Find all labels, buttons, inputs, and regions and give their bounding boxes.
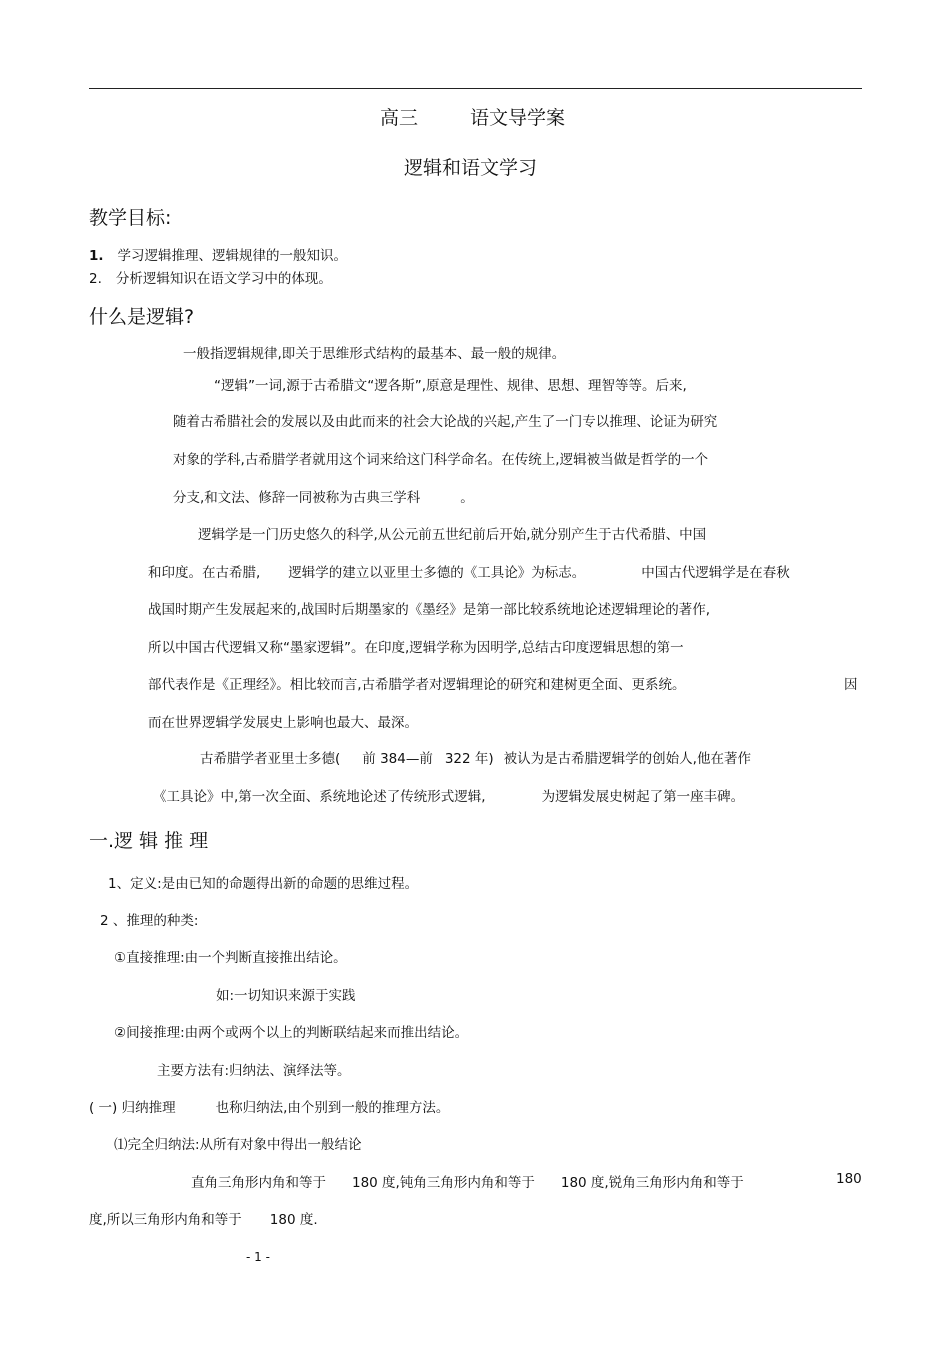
goal-item-1: 1. 学习逻辑推理、逻辑规律的一般知识。: [89, 248, 348, 264]
induction-heading: ( 一) 归纳推理 也称归纳法,由个别到一般的推理方法。: [89, 1100, 450, 1116]
section1-heading: 一.逻 辑 推 理: [89, 830, 209, 852]
doc-subtitle: 逻辑和语文学习: [404, 157, 538, 179]
direct-inference: ①直接推理:由一个判断直接推出结论。: [114, 950, 347, 966]
main-methods: 主要方法有:归纳法、演绎法等。: [157, 1063, 351, 1079]
direct-inference-example: 如:一切知识来源于实践: [216, 988, 356, 1004]
what-p2-line6: 而在世界逻辑学发展史上影响也最大、最深。: [148, 715, 418, 731]
what-p1-line2: 随着古希腊社会的发展以及由此而来的社会大论战的兴起,产生了一门专以推理、论证为研究: [173, 414, 718, 430]
section1-definition: 1、定义:是由已知的命题得出新的命题的思维过程。: [108, 876, 419, 892]
what-p2-line5-end: 因: [844, 677, 858, 693]
doc-title: [380, 103, 565, 130]
what-p3-line1: 古希腊学者亚里士多德( 前 384—前 322 年) 被认为是古希腊逻辑学的创始人,他在著作: [200, 751, 751, 767]
example-line1: 直角三角形内角和等于 180 度,钝角三角形内角和等于 180 度,锐角三角形内角和等于: [191, 1175, 744, 1191]
page-number: - 1 -: [246, 1250, 270, 1264]
what-p0: 一般指逻辑规律,即关于思维形式结构的最基本、最一般的规律。: [183, 346, 566, 362]
example-line1-end: 180: [836, 1171, 862, 1187]
what-p1-line4: 分支,和文法、修辞一同被称为古典三学科 。: [173, 490, 474, 506]
what-p2-line3: 战国时期产生发展起来的,战国时后期墨家的《墨经》是第一部比较系统地论述逻辑理论的著作,: [148, 602, 711, 618]
what-p2-line1: 逻辑学是一门历史悠久的科学,从公元前五世纪前后开始,就分别产生于古代希腊、中国: [198, 527, 707, 543]
section1-kinds: 2 、推理的种类:: [100, 913, 199, 929]
what-p1-line3: 对象的学科,古希腊学者就用这个词来给这门科学命名。在传统上,逻辑被当做是哲学的一个: [173, 452, 709, 468]
what-p2-line2: 和印度。在古希腊, 逻辑学的建立以亚里士多德的《工具论》为标志。 中国古代逻辑学是在春秋: [148, 565, 790, 581]
header-rule: [89, 88, 862, 89]
title-name: 语文导学案: [470, 107, 566, 129]
what-p1-line1: “逻辑”一词,源于古希腊文“逻各斯”,原意是理性、规律、思想、理智等等。后来,: [214, 378, 687, 394]
indirect-inference: ②间接推理:由两个或两个以上的判断联结起来而推出结论。: [114, 1025, 469, 1041]
title-grade: 高三: [380, 107, 419, 129]
what-p3-line2: 《工具论》中,第一次全面、系统地论述了传统形式逻辑, 为逻辑发展史树起了第一座丰碑。: [153, 789, 745, 805]
goals-heading: 教学目标:: [89, 207, 172, 229]
what-heading: 什么是逻辑?: [89, 306, 195, 328]
example-line2: 度,所以三角形内角和等于 180 度.: [89, 1212, 318, 1228]
goal-item-2: 2. 分析逻辑知识在语文学习中的体现。: [89, 271, 332, 287]
what-p2-line5: 部代表作是《正理经》。相比较而言,古希腊学者对逻辑理论的研究和建树更全面、更系统。: [148, 677, 686, 693]
what-p2-line4: 所以中国古代逻辑又称“墨家逻辑”。在印度,逻辑学称为因明学,总结古印度逻辑思想的第一: [148, 640, 684, 656]
complete-induction: ⑴完全归纳法:从所有对象中得出一般结论: [114, 1137, 362, 1153]
